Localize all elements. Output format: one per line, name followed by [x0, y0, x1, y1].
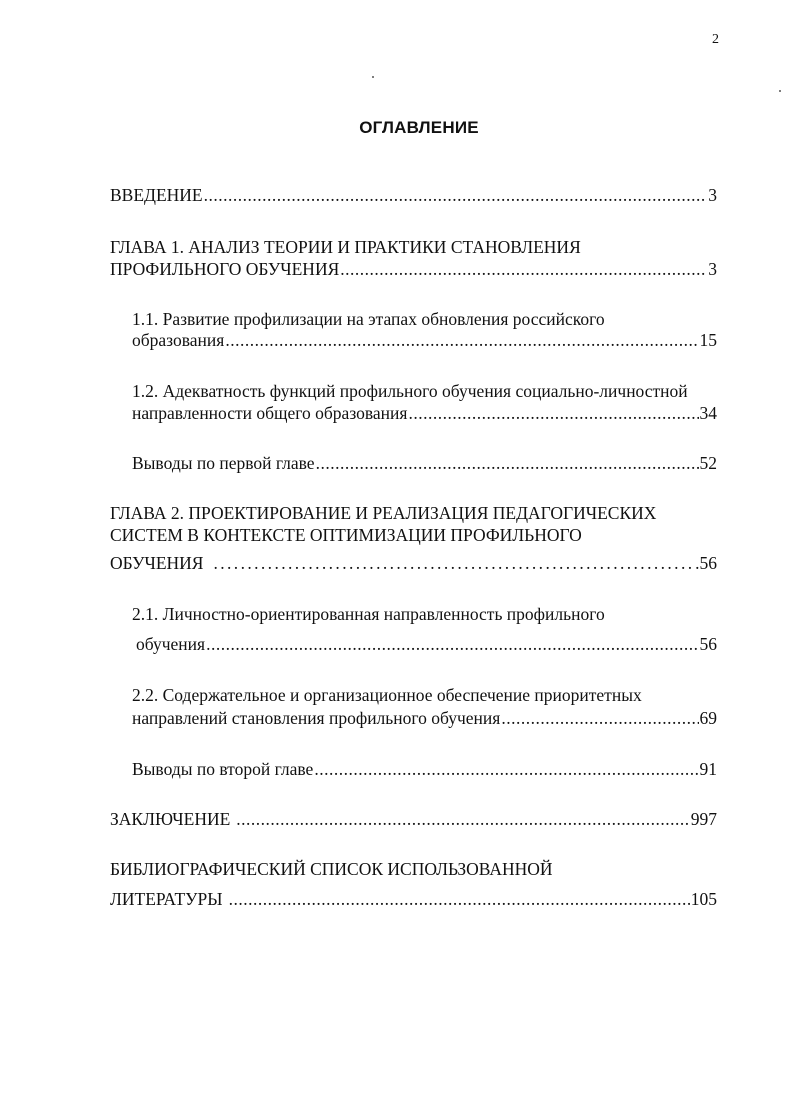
toc-entry-text: направлений становления профильного обучения [132, 708, 501, 728]
toc-section-2-1-line1[interactable]: 2.1. Личностно-ориентированная направленность профильного [132, 604, 605, 624]
dot-leader [206, 633, 698, 655]
toc-page-number: 91 [699, 759, 717, 779]
toc-entry-section-1-1[interactable] [132, 329, 717, 351]
dot-leader [213, 552, 694, 574]
toc-chapter2-line2[interactable]: СИСТЕМ В КОНТЕКСТЕ ОПТИМИЗАЦИИ ПРОФИЛЬНОГО [110, 525, 582, 545]
dot-leader [236, 808, 689, 830]
toc-entry-chapter1[interactable] [110, 258, 717, 280]
toc-section-2-2-line1[interactable]: 2.2. Содержательное и организационное обеспечение приоритетных [132, 685, 642, 705]
dot-leader [408, 402, 698, 424]
toc-chapter1-line1[interactable]: ГЛАВА 1. АНАЛИЗ ТЕОРИИ И ПРАКТИКИ СТАНОВЛЕНИЯ [110, 237, 581, 257]
dot-leader [314, 758, 698, 780]
toc-entry-text: обучения [136, 634, 206, 654]
toc-page-number: 997 [690, 809, 717, 829]
toc-entry-text: образования [132, 330, 225, 350]
toc-entry-text: направленности общего образования [132, 403, 408, 423]
toc-entry-chapter2[interactable] [110, 552, 717, 574]
toc-entry-section-2-1[interactable] [136, 633, 717, 655]
dot-leader [316, 452, 699, 474]
toc-page-number: 52 [699, 453, 717, 473]
toc-entry-text: ЛИТЕРАТУРЫ [110, 889, 223, 909]
toc-entry-intro[interactable] [110, 184, 717, 206]
toc-entry-conclusions-1[interactable] [132, 452, 717, 474]
page-number: 2 [712, 32, 719, 47]
toc-entry-text: ПРОФИЛЬНОГО ОБУЧЕНИЯ [110, 259, 340, 279]
toc-chapter2-line1[interactable]: ГЛАВА 2. ПРОЕКТИРОВАНИЕ И РЕАЛИЗАЦИЯ ПЕДАГОГИЧЕСКИХ [110, 503, 657, 523]
toc-section-1-1-line1[interactable]: 1.1. Развитие профилизации на этапах обновления российского [132, 309, 605, 329]
toc-entry-text: Выводы по первой главе [132, 453, 315, 473]
toc-page-number: 34 [699, 403, 717, 423]
dot-leader [204, 184, 708, 206]
toc-entry-text: ВВЕДЕНИЕ [110, 185, 203, 205]
toc-entry-section-2-2[interactable] [132, 707, 717, 729]
dot-leader [340, 258, 707, 280]
toc-entry-section-1-2[interactable] [132, 402, 717, 424]
dot-leader [229, 888, 690, 910]
dot-leader [225, 329, 698, 351]
toc-entry-text: ЗАКЛЮЧЕНИЕ [110, 809, 231, 829]
dot-leader [501, 707, 698, 729]
toc-page-number: 3 [708, 185, 717, 205]
toc-page-number: 56 [699, 634, 717, 654]
scan-speck [779, 90, 781, 92]
scan-speck [372, 76, 374, 78]
page-title: ОГЛАВЛЕНИЕ [359, 118, 479, 137]
toc-entry-text: ОБУЧЕНИЯ [110, 553, 204, 573]
toc-page-number: .56 [695, 553, 717, 573]
toc-entry-bibliography[interactable] [110, 888, 717, 910]
toc-entry-text: Выводы по второй главе [132, 759, 314, 779]
toc-page-number: 3 [708, 259, 717, 279]
toc-page-number: 69 [699, 708, 717, 728]
toc-section-1-2-line1[interactable]: 1.2. Адекватность функций профильного обучения социально-личностной [132, 381, 688, 401]
toc-bibliography-line1[interactable]: БИБЛИОГРАФИЧЕСКИЙ СПИСОК ИСПОЛЬЗОВАННОЙ [110, 859, 553, 879]
toc-entry-conclusions-2[interactable] [132, 758, 717, 780]
toc-entry-conclusion[interactable] [110, 808, 717, 830]
toc-page-number: 105 [690, 889, 717, 909]
toc-page-number: 15 [699, 330, 717, 350]
